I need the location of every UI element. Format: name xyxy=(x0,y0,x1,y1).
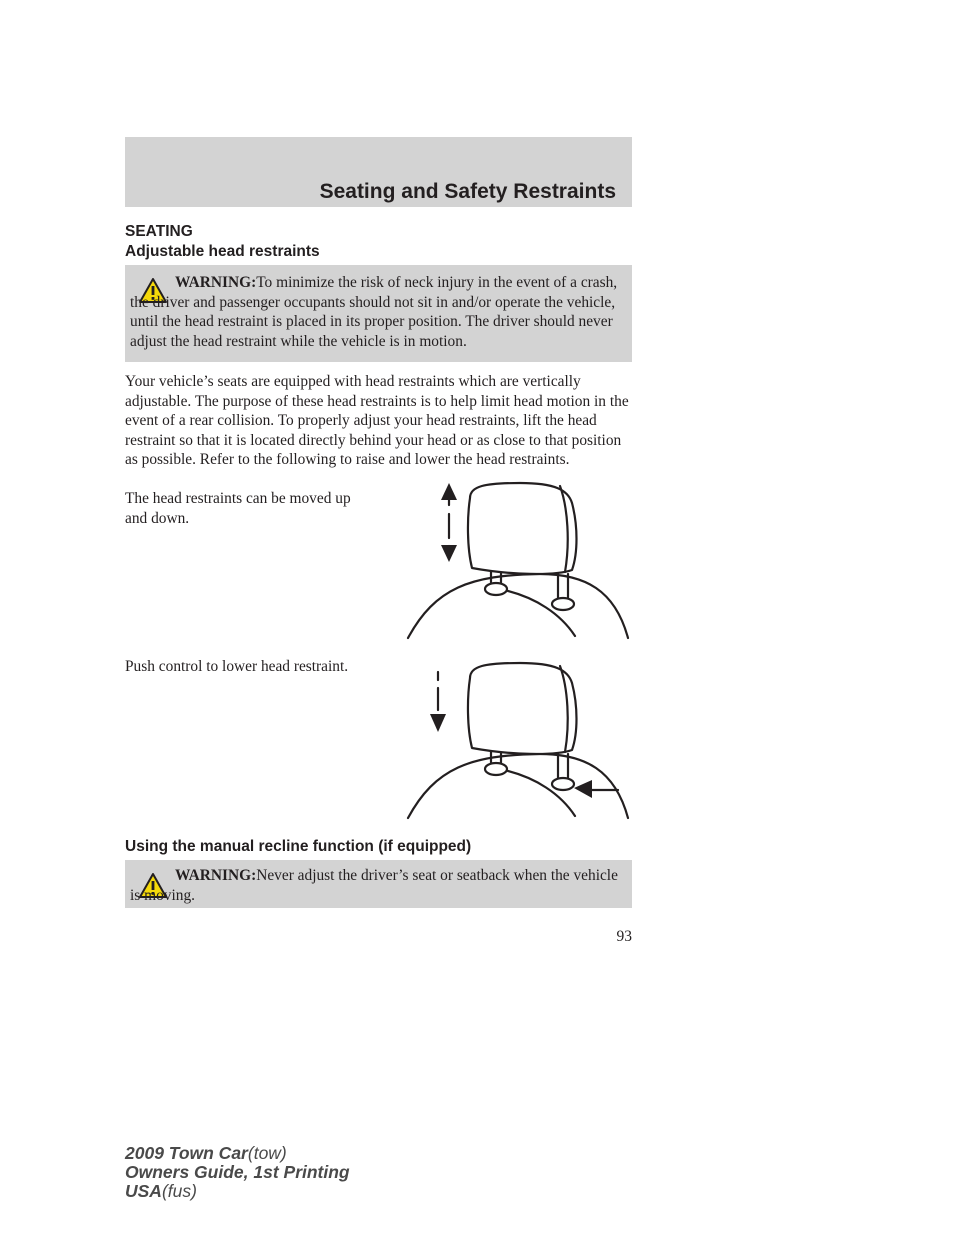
subheading-recline: Using the manual recline function (if equipped) xyxy=(125,838,472,855)
subheading-head-restraints: Adjustable head restraints xyxy=(125,243,320,260)
warning-1-body xyxy=(130,273,624,351)
warning-box-1 xyxy=(125,265,632,362)
section-heading: SEATING xyxy=(125,223,193,240)
warning-2-body xyxy=(130,866,624,905)
warning-box-2 xyxy=(125,860,632,908)
print-footer xyxy=(125,1144,350,1201)
footer-model-code: (tow) xyxy=(247,1143,287,1163)
warning-2-label: WARNING: xyxy=(175,867,257,884)
warning-1-text: To minimize the risk of neck injury in the event of a crash, the driver and passenger occupants should not sit in and/or operate the vehicle, until the head restraint is placed in its proper position. The driver should never adjust the head restraint while the vehicle is in motion. xyxy=(130,274,618,350)
section-title: Seating and Safety Restraints xyxy=(319,180,616,203)
intro-paragraph: Your vehicle’s seats are equipped with head restraints which are vertically adjustable. The purpose of these head restraints is to help limit head motion in the event of a rear collision. To properly adjust your head restraints, lift the head restraint so that it is located directly behind your head or as close to that position as possible. Refer to the following to raise and lower the head restraints. xyxy=(125,373,629,469)
head-restraint-push-control-illustration xyxy=(400,658,636,822)
step-2-text: Push control to lower head restraint. xyxy=(125,658,349,675)
warning-2-text: Never adjust the driver’s seat or seatback when the vehicle is moving. xyxy=(130,867,618,904)
footer-market: USA xyxy=(125,1181,162,1201)
footer-guide: Owners Guide, 1st Printing xyxy=(125,1162,350,1182)
page-number: 93 xyxy=(616,928,632,945)
warning-1-label: WARNING: xyxy=(175,274,257,291)
head-restraint-up-down-illustration xyxy=(400,478,636,642)
header-band xyxy=(125,137,632,207)
step-1-text: The head restraints can be moved up and down. xyxy=(125,490,351,527)
footer-market-code: (fus) xyxy=(161,1181,197,1201)
footer-model: 2009 Town Car xyxy=(125,1143,248,1163)
